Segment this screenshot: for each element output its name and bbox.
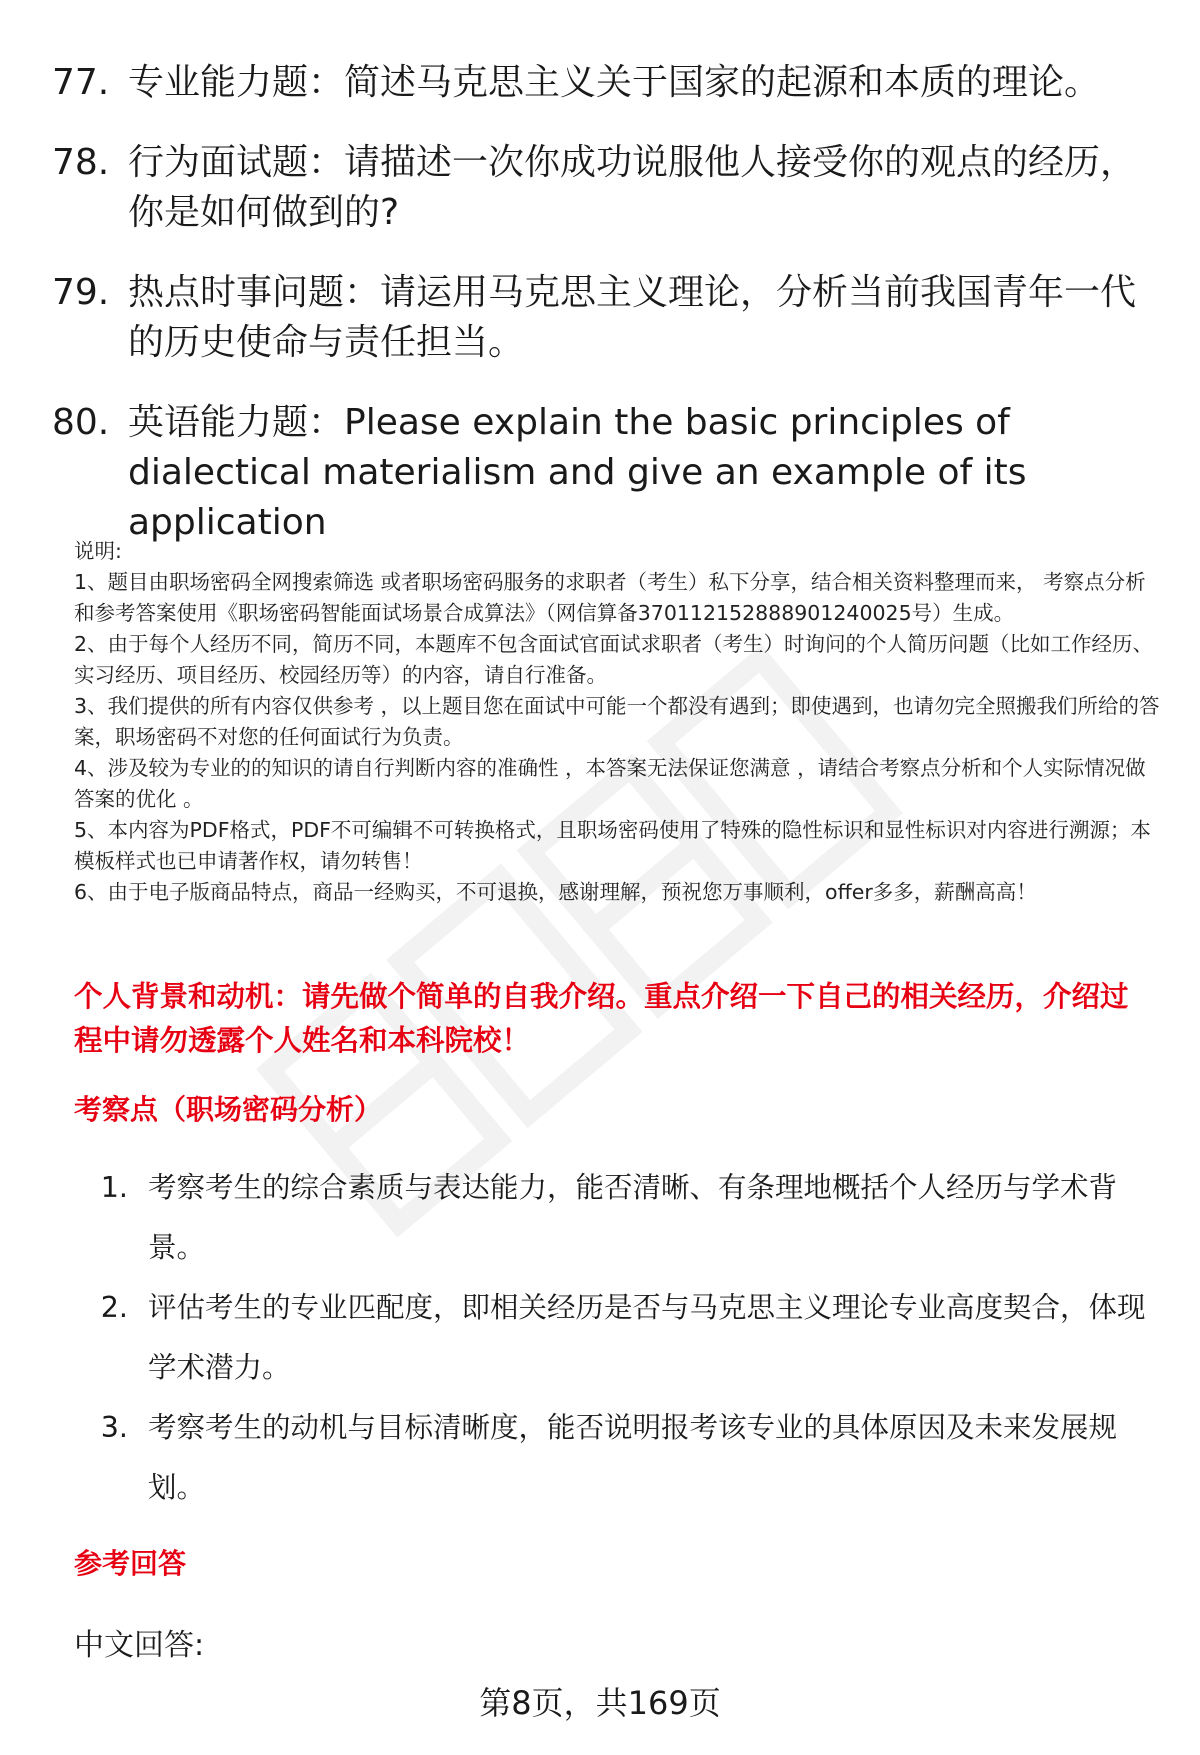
notes-heading: 说明: — [74, 539, 122, 563]
question-item — [52, 138, 1162, 238]
question-number: 78. — [52, 142, 110, 183]
question-list — [52, 58, 1162, 578]
question-number: 80. — [52, 402, 110, 443]
note-item: 1、题目由职场密码全网搜索筛选 或者职场密码服务的求职者（考生）私下分享，结合相关资料整理而来， 考察点分析和参考答案使用《职场密码智能面试场景合成算法》（网信算备370112152888901240025号）生成。 — [74, 570, 1146, 625]
point-text: 评估考生的专业匹配度，即相关经历是否与马克思主义理论专业高度契合，体现学术潜力。 — [148, 1291, 1146, 1384]
question-number: 79. — [52, 272, 110, 313]
reference-answer-title: 参考回答 — [74, 1547, 187, 1580]
analysis-title: 考察点（职场密码分析） — [74, 1093, 383, 1126]
note-item: 5、本内容为PDF格式，PDF不可编辑不可转换格式，且职场密码使用了特殊的隐性标识和显性标识对内容进行溯源；本模板样式也已申请著作权，请勿转售！ — [74, 818, 1151, 873]
chinese-answer-label: 中文回答: — [74, 1628, 205, 1663]
question-item — [52, 268, 1162, 368]
analysis-point — [74, 1278, 1154, 1398]
notes-block — [74, 536, 1164, 908]
point-text: 考察考生的综合素质与表达能力，能否清晰、有条理地概括个人经历与学术背景。 — [148, 1171, 1118, 1264]
note-item: 4、涉及较为专业的的知识的请自行判断内容的准确性 ，本答案无法保证您满意 ，请结合考察点分析和个人实际情况做答案的优化 。 — [74, 756, 1146, 811]
note-item: 6、由于电子版商品特点，商品一经购买，不可退换，感谢理解，预祝您万事顺利，offer多多，薪酬高高！ — [74, 880, 1037, 904]
analysis-point — [74, 1158, 1154, 1278]
question-text: 英语能力题：Please explain the basic principles of dialectical materialism and give an example of its application — [128, 402, 1027, 543]
analysis-points — [74, 1158, 1154, 1518]
question-text: 热点时事问题：请运用马克思主义理论，分析当前我国青年一代的历史使命与责任担当。 — [128, 272, 1137, 363]
question-text: 专业能力题：简述马克思主义关于国家的起源和本质的理论。 — [128, 62, 1101, 103]
point-number: 2. — [100, 1291, 128, 1324]
question-number: 77. — [52, 62, 110, 103]
question-text: 行为面试题：请描述一次你成功说服他人接受你的观点的经历，你是如何做到的? — [128, 142, 1137, 233]
point-text: 考察考生的动机与目标清晰度，能否说明报考该专业的具体原因及未来发展规划。 — [148, 1411, 1118, 1504]
analysis-point — [74, 1398, 1154, 1518]
note-item: 3、我们提供的所有内容仅供参考 ，以上题目您在面试中可能一个都没有遇到；即使遇到，也请勿完全照搬我们所给的答案，职场密码不对您的任何面试行为负责。 — [74, 694, 1160, 749]
page-number: 第8页，共169页 — [479, 1684, 721, 1722]
note-item: 2、由于每个人经历不同，简历不同，本题库不包含面试官面试求职者（考生）时询问的个人简历问题（比如工作经历、实习经历、项目经历、校园经历等）的内容，请自行准备。 — [74, 632, 1154, 687]
point-number: 3. — [100, 1411, 128, 1444]
question-item — [52, 58, 1162, 108]
question-item — [52, 398, 1162, 548]
interview-question-heading: 个人背景和动机：请先做个简单的自我介绍。重点介绍一下自己的相关经历，介绍过程中请勿透露个人姓名和本科院校！ — [74, 980, 1129, 1057]
point-number: 1. — [100, 1171, 128, 1204]
